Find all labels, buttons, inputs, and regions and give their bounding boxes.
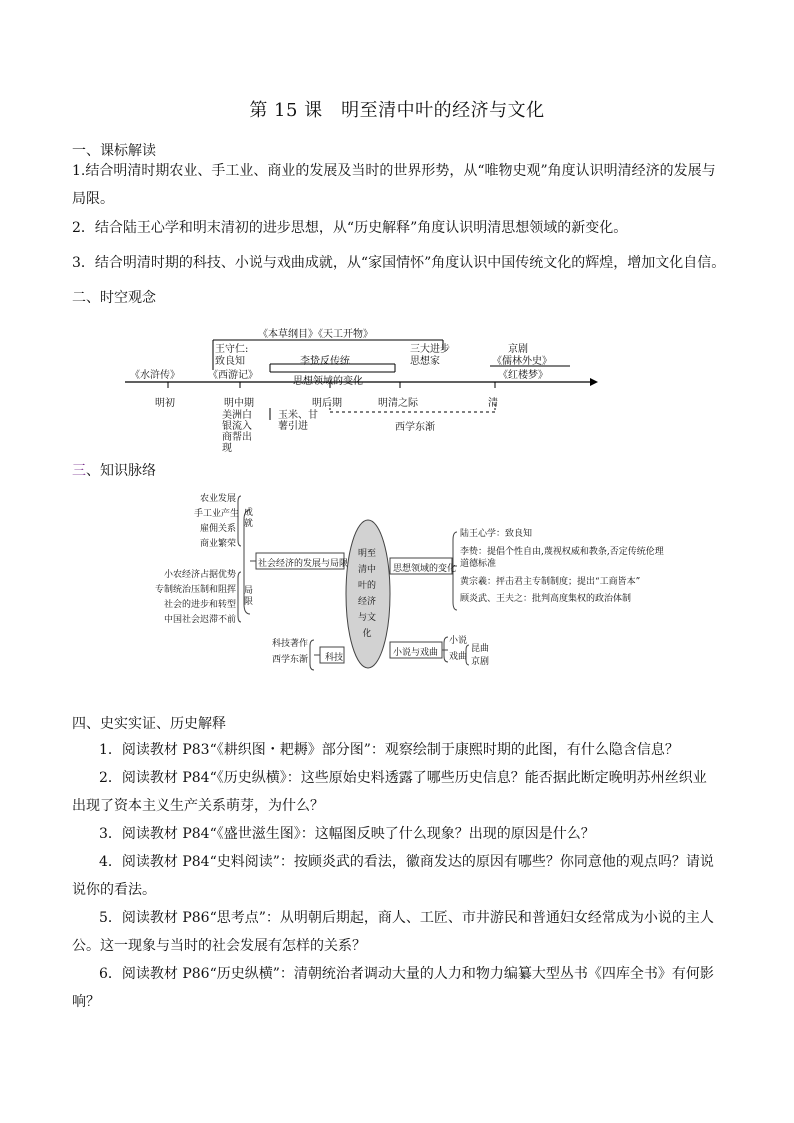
standard-line-2: 2．结合陆王心学和明末清初的进步思想，从“历史解释”角度认识明清思想领域的新变化。 — [72, 220, 628, 236]
mindmap-tech-items: 科技著作 西学东渐 — [272, 639, 309, 665]
timeline-sixiang: 思想领域的变化 — [293, 376, 363, 387]
timeline-corn-2: 薯引进 — [278, 421, 308, 432]
question-5: 5．阅读教材 P86“思考点”：从明朝后期起，商人、工匠、市井游民和普通妇女经常成为小说的主人 — [99, 910, 714, 926]
section-heading-mindmap: 三、知识脉络 — [72, 463, 156, 479]
timeline-period-minghou: 明后期 — [312, 398, 342, 409]
question-2: 2．阅读教材 P84“《历史纵横》：这些原始史料透露了哪些历史信息？能否据此断定晚明苏州丝织业 — [99, 770, 707, 786]
timeline-silver-2: 银流入 — [222, 421, 252, 432]
section-heading-timeline: 二、时空观念 — [72, 290, 156, 306]
question-1: 1．阅读教材 P83“《耕织图・耙耨》部分图”：观察绘制于康熙时期的此图，有什么隐含信息？ — [99, 742, 679, 758]
mindmap-limit-items: 小农经济占据优势 专制统治压制和阻挥 社会的进步和转型 中国社会迟滞不前 — [154, 570, 236, 625]
timeline-lizhi: 李贽反传统 — [300, 356, 350, 367]
question-2-cont: 出现了资本主义生产关系萌芽，为什么？ — [72, 798, 324, 814]
timeline-jingju: 京剧 — [508, 344, 528, 355]
timeline-period-mingqing: 明清之际 — [378, 398, 418, 409]
timeline-books-top: 《本草纲目》《天工开物》 — [258, 329, 373, 340]
mindmap-opera-items: 昆曲 京剧 — [471, 644, 490, 667]
question-3: 3．阅读教材 P84“《盛世滋生图》：这幅图反映了什么现象？出现的原因是什么？ — [99, 826, 595, 842]
page-title: 第 15 课 明至清中叶的经济与文化 — [249, 100, 545, 121]
mindmap-achieve-items: 农业发展 手工业产生 雇佣关系 商业繁荣 — [194, 494, 240, 549]
timeline-silver-3: 商帮出 — [222, 432, 252, 443]
timeline-silver-1: 美洲白 — [222, 410, 252, 421]
timeline-xixue: 西学东渐 — [395, 422, 435, 433]
mindmap-tech-box: 科技 — [325, 653, 344, 663]
question-4-cont: 说你的看法。 — [72, 882, 156, 898]
timeline-silver-4: 现 — [222, 443, 232, 454]
timeline-wang-1: 王守仁: — [215, 344, 249, 355]
mindmap-center: 明至 清中 叶的 经济 与文 化 — [358, 549, 377, 639]
timeline-period-mingzhong: 明中期 — [224, 398, 254, 409]
timeline-honglou: 《红楼梦》 — [498, 370, 548, 381]
timeline-wang-2: 致良知 — [215, 356, 245, 367]
mindmap-thought-box: 思想领域的变化 — [393, 564, 457, 574]
question-5-cont: 公。这一现象与当时的社会发展有怎样的关系？ — [72, 938, 366, 954]
mindmap-thought-items: 陆王心学：致良知 李贽：提倡个性自由,蔑视权威和教条,否定传统伦理 道德标准 黄宗羲：抨击君主专制制度；提出“工商皆本” 顾炎武、王夫之：批判高度集权的政治体制 — [460, 529, 664, 604]
timeline-sanda-1: 三大进步 — [410, 344, 450, 355]
mindmap-econ-box: 社会经济的发展与局限 — [258, 559, 349, 569]
mindmap-achieve-label: 成 就 — [244, 508, 254, 529]
mindmap-limit-label: 局 限 — [244, 586, 254, 607]
timeline-xiyou: 《西游记》 — [208, 370, 258, 381]
question-6: 6．阅读教材 P86“历史纵横”：清朝统治者调动大量的人力和物力编纂大型丛书《四库全书》有何影 — [99, 966, 714, 982]
timeline-period-qing: 清 — [488, 398, 498, 409]
mindmap-novel-box: 小说与戏曲 — [393, 648, 439, 658]
section-heading-questions: 四、史实实证、历史解释 — [72, 716, 226, 732]
standard-line-1: 1.结合明清时期农业、手工业、商业的发展及当时的世界形势，从“唯物史观”角度认识明清经济的发展与 — [72, 163, 716, 179]
timeline-rulin: 《儒林外史》 — [492, 356, 552, 367]
timeline-sanda-2: 思想家 — [410, 356, 440, 367]
question-4: 4．阅读教材 P84“史料阅读”：按顾炎武的看法，徽商发达的原因有哪些？你同意他的观点吗？请说 — [99, 854, 714, 870]
timeline-period-mingchu: 明初 — [155, 398, 175, 409]
standard-line-3: 3．结合明清时期的科技、小说与戏曲成就，从“家国情怀”角度认识中国传统文化的辉煌，增加文化自信。 — [72, 255, 726, 271]
mindmap-novel-items: 小说 戏曲 — [449, 636, 468, 662]
section-heading-standards: 一、课标解读 — [72, 143, 156, 159]
standard-line-1b: 局限。 — [72, 191, 114, 207]
question-6-cont: 响？ — [72, 994, 100, 1010]
timeline-shuihu: 《水浒传》 — [130, 370, 180, 381]
timeline-corn-1: 玉米、甘 — [278, 410, 318, 421]
